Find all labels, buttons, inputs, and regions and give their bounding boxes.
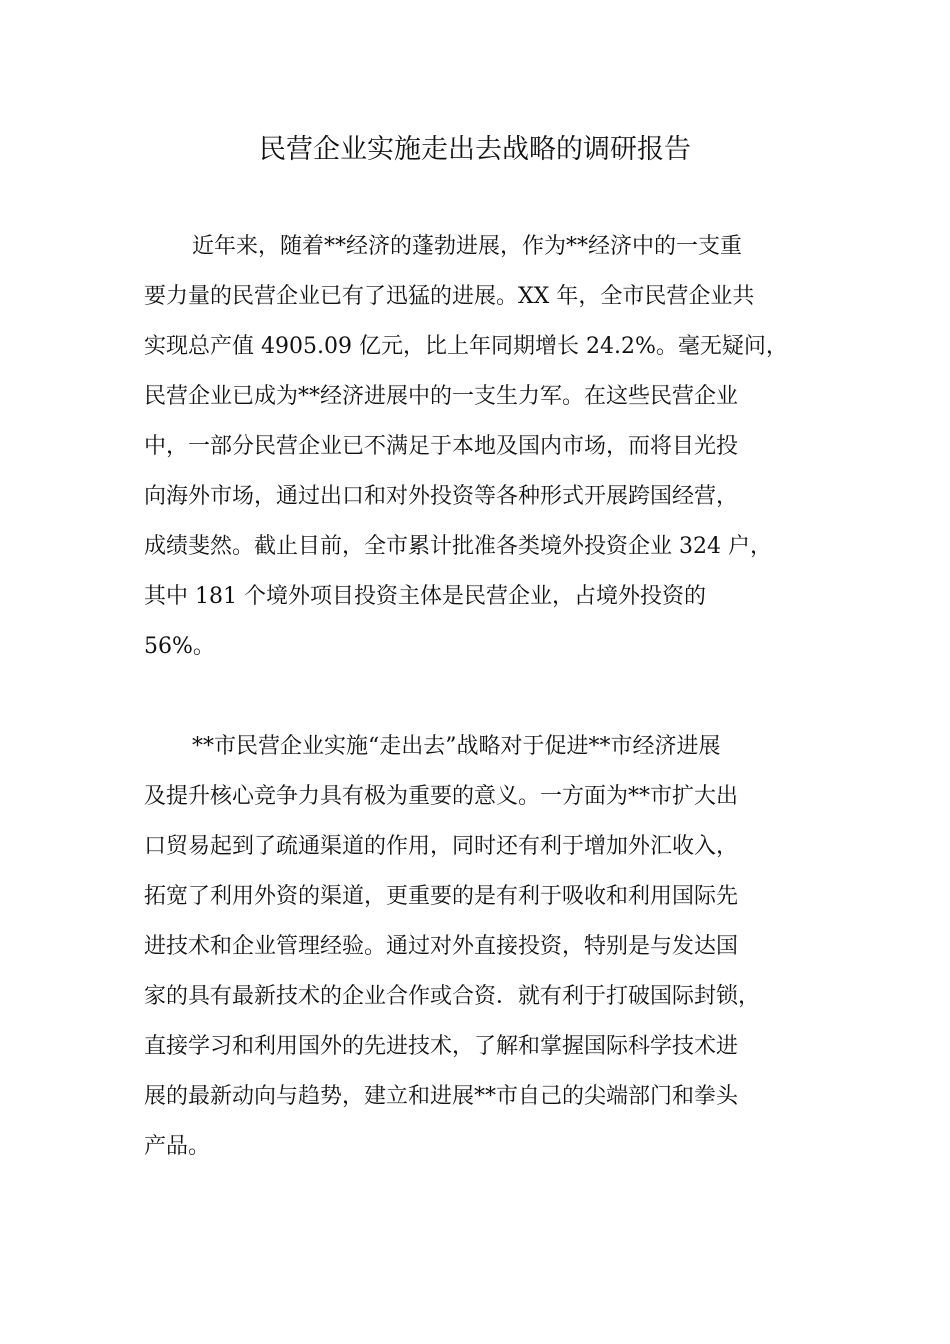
- paragraph-line: 中，一部分民营企业已不满足于本地及国内市场，而将目光投: [144, 434, 739, 459]
- document-title: 民营企业实施走出去战略的调研报告: [259, 134, 691, 165]
- paragraph-line: 实现总产值 4905.09 亿元，比上年同期增长 24.2%。毫无疑问，: [144, 334, 788, 359]
- paragraph-line: 直接学习和利用国外的先进技术，了解和掌握国际科学技术进: [144, 1034, 739, 1059]
- paragraph-line: 向海外市场，通过出口和对外投资等各种形式开展跨国经营，: [144, 484, 739, 509]
- paragraph-line: 成绩斐然。截止目前，全市累计批准各类境外投资企业 324 户，: [144, 534, 772, 559]
- paragraph-line: 要力量的民营企业已有了迅猛的进展。XX 年，全市民营企业共: [144, 284, 755, 309]
- paragraph-line: **市民营企业实施“走出去”战略对于促进**市经济进展: [192, 734, 721, 759]
- paragraph-1: [144, 222, 816, 672]
- paragraph-line: 进技术和企业管理经验。通过对外直接投资，特别是与发达国: [144, 934, 739, 959]
- paragraph-line: 近年来，随着**经济的蓬勃进展，作为**经济中的一支重: [192, 234, 743, 259]
- paragraph-line: 民营企业已成为**经济进展中的一支生力军。在这些民营企业: [144, 384, 739, 409]
- paragraph-line: 其中 181 个境外项目投资主体是民营企业，占境外投资的: [144, 584, 706, 609]
- paragraph-line: 拓宽了利用外资的渠道，更重要的是有利于吸收和利用国际先: [144, 884, 739, 909]
- paragraph-line: 家的具有最新技术的企业合作或合资．就有利于打破国际封锁，: [144, 984, 761, 1009]
- paragraph-line: 展的最新动向与趋势，建立和进展**市自己的尖端部门和拳头: [144, 1084, 739, 1109]
- paragraph-line: 产品。: [144, 1134, 211, 1159]
- paragraph-2: [144, 722, 816, 1172]
- paragraph-line: 及提升核心竞争力具有极为重要的意义。一方面为**市扩大出: [144, 784, 739, 809]
- paragraph-line: 56%。: [144, 634, 215, 659]
- paragraph-line: 口贸易起到了疏通渠道的作用，同时还有利于增加外汇收入，: [144, 834, 739, 859]
